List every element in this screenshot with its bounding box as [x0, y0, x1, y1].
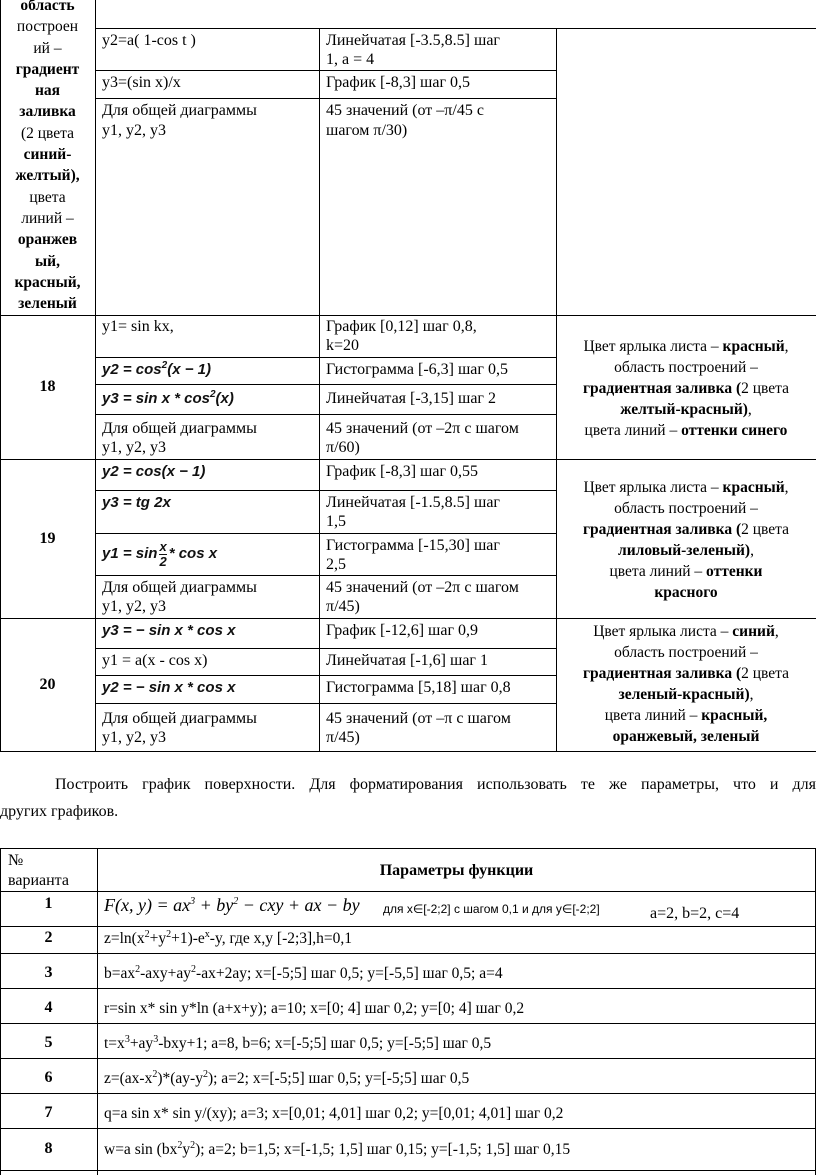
row-text: q=a sin x* sin y/(xy); a=3; x=[0,01; 4,01] шаг 0,2; y=[0,01; 4,01] шаг 0,2	[104, 1105, 564, 1122]
surface-formula: F(x, $y) = ax^3 + by^2$ − cxy + ax − by	[104, 895, 360, 915]
params-line: π/45)	[326, 729, 360, 746]
desc-text: 2 цвета	[741, 521, 790, 538]
desc-text: область построений –	[614, 644, 758, 661]
desc-bold: желтый-красный)	[620, 401, 748, 418]
params-line: Линейчатая [-1,6] шаг 1	[326, 652, 488, 669]
desc-bold: красный,	[701, 707, 768, 724]
row-text: $z=\ln(x^2+y^2+1)-e^x-y$, где x,y [-2;3],h=0,1	[104, 928, 352, 947]
cell-line: ная	[34, 82, 61, 100]
function-cell: y2=a( 1-cos t )	[102, 32, 196, 49]
params-line: 45 значений (от –π/45 с	[326, 102, 484, 119]
row-number: 1	[44, 895, 53, 912]
function-cell: y3=(sin x)/x	[102, 74, 181, 91]
row-number: 6	[44, 1069, 53, 1086]
formula-y3: $y3 = \sin x * \cos^2(x)$	[102, 389, 234, 407]
desc-text: ,	[750, 542, 754, 559]
desc-bold: оттенки синего	[681, 422, 788, 439]
params-line: Гистограмма [-6,3] шаг 0,5	[326, 361, 508, 378]
consts-text: a=2, b=2, c=4	[650, 905, 740, 922]
formula-y2: $y2 = \cos^2(x - 1)$	[102, 360, 211, 378]
cell-line: ый,	[35, 252, 60, 270]
params-line: 45 значений (от –2π с шагом	[326, 579, 519, 596]
params-line: График [0,12] шаг 0,8,	[326, 318, 477, 335]
header-num: варианта	[8, 872, 69, 889]
params-line: 2,5	[326, 556, 346, 573]
params-line: шагом π/30)	[326, 122, 408, 139]
function-cell: Для общей диаграммы	[102, 579, 257, 596]
cell-line: ий –	[33, 39, 62, 57]
formula-y1: y1 = sin $\frac{x}{2}$ * cos x	[102, 538, 218, 569]
row-text: $z=(ax-x^2)*(ay-y^2)$; a=2; x=[-5;5] шаг 0,5; y=[-5;5] шаг 0,5	[104, 1068, 470, 1087]
paragraph-line: Построить график поверхности. Для форматирования использовать те же параметры, что и для	[55, 776, 816, 793]
row-number: 2	[44, 929, 53, 946]
row-number: 4	[44, 999, 53, 1016]
params-line: График [-8,3] шаг 0,5	[326, 74, 471, 91]
formula-y2: y2 = − sin x * cos x	[102, 679, 236, 696]
row-text: $t=x^3+ay^3-bxy+1$; a=8, b=6; x=[-5;5] шаг 0,5; y=[-5;5] шаг 0,5	[104, 1033, 492, 1052]
desc-text: ,	[784, 479, 789, 496]
params-line: График [-12,6] шаг 0,9	[326, 622, 479, 639]
cell-line: оранжев	[17, 231, 78, 249]
cell-line: желтый),	[15, 167, 80, 185]
params-line: 45 значений (от –π с шагом	[326, 710, 511, 727]
params-line: Линейчатая [-3,15] шаг 2	[326, 390, 496, 407]
cell-line: цвета	[29, 188, 66, 206]
function-cell: y1, y2, y3	[102, 598, 166, 615]
variant-number: 18	[39, 378, 56, 395]
desc-text: ,	[749, 686, 754, 703]
cell-line: красный,	[14, 273, 81, 291]
params-line: Линейчатая [-3.5,8.5] шаг	[326, 32, 500, 49]
params-line: Гистограмма [-15,30] шаг	[326, 537, 500, 554]
desc-text: область построений –	[614, 500, 758, 517]
desc-bold: оттенки	[706, 563, 763, 580]
desc-bold: оранжевый, зеленый	[612, 728, 760, 745]
desc-bold: градиентная заливка (	[582, 521, 742, 538]
params-line: 45 значений (от –2π с шагом	[326, 420, 519, 437]
params-line: Гистограмма [5,18] шаг 0,8	[326, 679, 511, 696]
desc-text: ,	[747, 401, 752, 418]
format-description	[556, 477, 816, 603]
desc-text: Цвет ярлыка листа –	[583, 338, 723, 355]
row-number: 8	[44, 1140, 53, 1157]
cell-line: градиент	[15, 60, 80, 78]
formula-y2: y2 = cos(x − 1)	[102, 463, 206, 480]
row-text: $b=ax^2-axy+ay^2-ax+2ay$; x=[-5;5] шаг 0,5; y=[-5,5] шаг 0,5; a=4	[104, 963, 503, 982]
params-line: k=20	[326, 337, 360, 354]
desc-bold: красный	[722, 338, 785, 355]
params-line: 1, а = 4	[326, 51, 375, 68]
desc-text: ,	[774, 623, 779, 640]
desc-bold: красный	[722, 479, 785, 496]
function-cell: Для общей диаграммы	[102, 710, 257, 727]
desc-text: Цвет ярлыка листа –	[583, 479, 723, 496]
params-line: π/45)	[326, 598, 360, 615]
range-text: для x∈[-2;2] с шагом 0,1 и для y∈[-2;2]	[383, 902, 600, 916]
function-cell: y1, y2, y3	[102, 439, 166, 456]
header-params: Параметры функции	[379, 862, 534, 879]
desc-text: 2 цвета	[741, 380, 790, 397]
desc-bold: градиентная заливка (	[582, 380, 742, 397]
cell-line: (2 цвета	[20, 124, 75, 142]
desc-bold: лиловый-зеленый)	[618, 542, 751, 559]
desc-text: область построений –	[614, 359, 758, 376]
params-line: Линейчатая [-1.5,8.5] шаг	[326, 494, 500, 511]
row-number: 7	[44, 1104, 53, 1121]
variant-number: 19	[39, 530, 56, 547]
cell-line: построен	[16, 18, 79, 36]
function-cell: y1, y2, y3	[102, 729, 166, 746]
desc-text: 2 цвета	[741, 665, 790, 682]
row-text: w=a $\sin (bx^2y^2)$; a=2; b=1,5; x=[-1,5; 1,5] шаг 0,15; y=[-1,5; 1,5] шаг 0,15	[104, 1139, 571, 1158]
cell-line: синий-	[23, 146, 72, 164]
function-cell: Для общей диаграммы	[102, 420, 257, 437]
function-cell: y1, y2, y3	[102, 122, 166, 139]
desc-bold: красного	[654, 584, 718, 601]
formula-y3: y3 = − sin x * cos x	[102, 622, 236, 639]
cell-line: заливка	[19, 103, 76, 121]
desc-text: цвета линий –	[609, 563, 707, 580]
variant-number: 20	[39, 676, 56, 693]
row-number: 3	[44, 964, 53, 981]
params-line: График [-8,3] шаг 0,55	[326, 463, 479, 480]
desc-bold: синий	[732, 623, 775, 640]
cell-line: область	[20, 0, 75, 14]
desc-text: цвета линий –	[584, 422, 682, 439]
params-line: 1,5	[326, 513, 346, 530]
row-number: 5	[44, 1034, 53, 1051]
format-description	[556, 621, 816, 747]
continuation-cell	[0, 0, 95, 314]
format-description	[556, 336, 816, 441]
desc-text: Цвет ярлыка листа –	[593, 623, 733, 640]
desc-bold: зеленый-красный)	[618, 686, 750, 703]
params-line: π/60)	[326, 439, 360, 456]
function-cell: y1 = a(x - cos x)	[102, 652, 208, 669]
paragraph-line: других графиков.	[0, 803, 119, 820]
cell-line: линий –	[21, 209, 74, 227]
desc-bold: градиентная заливка (	[582, 665, 742, 682]
function-cell: Для общей диаграммы	[102, 102, 257, 119]
desc-text: ,	[784, 338, 789, 355]
desc-text: цвета линий –	[604, 707, 702, 724]
function-cell: y1= sin kx,	[102, 318, 174, 335]
header-num: №	[8, 852, 24, 869]
cell-line: зеленый	[18, 295, 77, 313]
formula-y3: y3 = tg 2x	[102, 494, 171, 511]
row-text: r=sin x* sin y*ln (a+x+y); a=10; x=[0; 4] шаг 0,2; y=[0; 4] шаг 0,2	[104, 1000, 525, 1017]
